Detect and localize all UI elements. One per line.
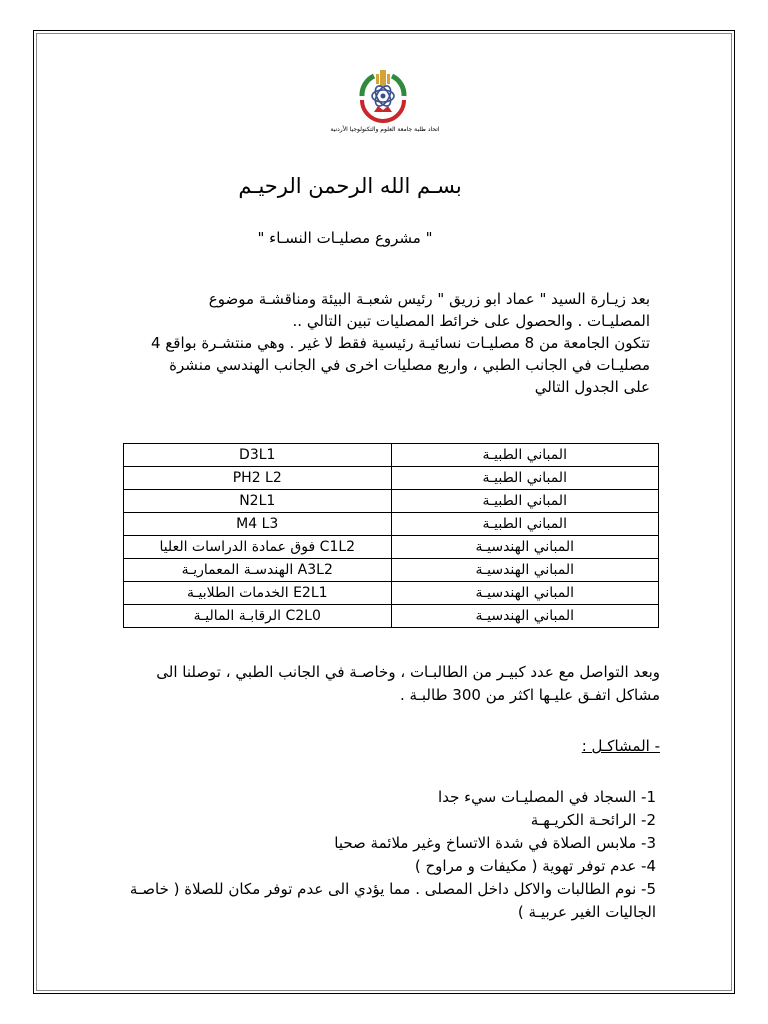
- table-row: [124, 513, 659, 536]
- problems-heading-text: - المشاكـل :: [581, 737, 660, 755]
- building-cell: المباني الطبيـة: [391, 513, 659, 536]
- intro-paragraph: بعد زيـارة السيد " عماد ابو زريق " رئيس شعبـة البيئة ومناقشـة موضوع المصليـات . والحصول على خرائط المصليات تبين التالي ..: [208, 290, 650, 330]
- table-row: [124, 467, 659, 490]
- logo-caption: اتحاد طلبة جامعة العلوم والتكنولوجيا الأردنية: [330, 126, 440, 133]
- prayer-rooms-table: [123, 443, 659, 628]
- page-title: بسـم الله الرحمن الرحيـم: [238, 174, 462, 198]
- university-logo: [352, 66, 414, 124]
- location-cell: E2L1 الخدمات الطلابيـة: [124, 582, 392, 605]
- building-cell: المباني الطبيـة: [391, 467, 659, 490]
- list-item: 4- عدم توفر تهوية ( مكيفات و مراوح ): [414, 857, 656, 875]
- building-cell: المباني الهندسيـة: [391, 582, 659, 605]
- list-item: 1- السجاد في المصليـات سيء جدا: [438, 788, 656, 806]
- followup-paragraph: وبعد التواصل مع عدد كبيـر من الطالبـات ، وخاصـة في الجانب الطبي ، توصلنا الى مشاكل اتفـق عليـها اكثر من 300 طالبـة .: [156, 663, 660, 704]
- intro-paragraph: تتكون الجامعة من 8 مصليـات نسائيـة رئيسية فقط لا غير . وهي منتشـرة بواقع 4 مصليـات في الجانب الطبي ، واربع مصليات اخرى في الجانب الهندسي منشرة على الجدول التالي: [150, 334, 650, 396]
- table-row: [124, 559, 659, 582]
- list-item: 3- ملابس الصلاة في شدة الاتساخ وغير ملائمة صحيا: [334, 834, 656, 852]
- building-cell: المباني الطبيـة: [391, 444, 659, 467]
- location-cell: N2L1: [124, 490, 392, 513]
- location-cell: C2L0 الرقابـة الماليـة: [124, 605, 392, 628]
- project-subtitle: " مشروع مصليـات النسـاء ": [257, 229, 433, 247]
- table-row: [124, 490, 659, 513]
- location-cell: D3L1: [124, 444, 392, 467]
- building-cell: المباني الهندسيـة: [391, 559, 659, 582]
- table-row: [124, 444, 659, 467]
- list-item: 2- الرائحـة الكريـهـة: [530, 811, 656, 829]
- building-cell: المباني الطبيـة: [391, 490, 659, 513]
- table-row: [124, 582, 659, 605]
- table-row: [124, 536, 659, 559]
- intro-section: [150, 288, 650, 398]
- location-cell: M4 L3: [124, 513, 392, 536]
- location-cell: A3L2 الهندسـة المعماريـة: [124, 559, 392, 582]
- location-cell: PH2 L2: [124, 467, 392, 490]
- building-cell: المباني الهندسيـة: [391, 536, 659, 559]
- problems-list: [120, 786, 656, 924]
- table-row: [124, 605, 659, 628]
- list-item: 5- نوم الطالبات والاكل داخل المصلى . مما يؤدي الى عدم توفر مكان للصلاة ( خاصـة الجاليات الغير عربيـة ): [129, 880, 656, 921]
- problems-heading: [500, 737, 660, 755]
- followup-section: [120, 661, 660, 707]
- building-cell: المباني الهندسيـة: [391, 605, 659, 628]
- location-cell: C1L2 فوق عمادة الدراسات العليا: [124, 536, 392, 559]
